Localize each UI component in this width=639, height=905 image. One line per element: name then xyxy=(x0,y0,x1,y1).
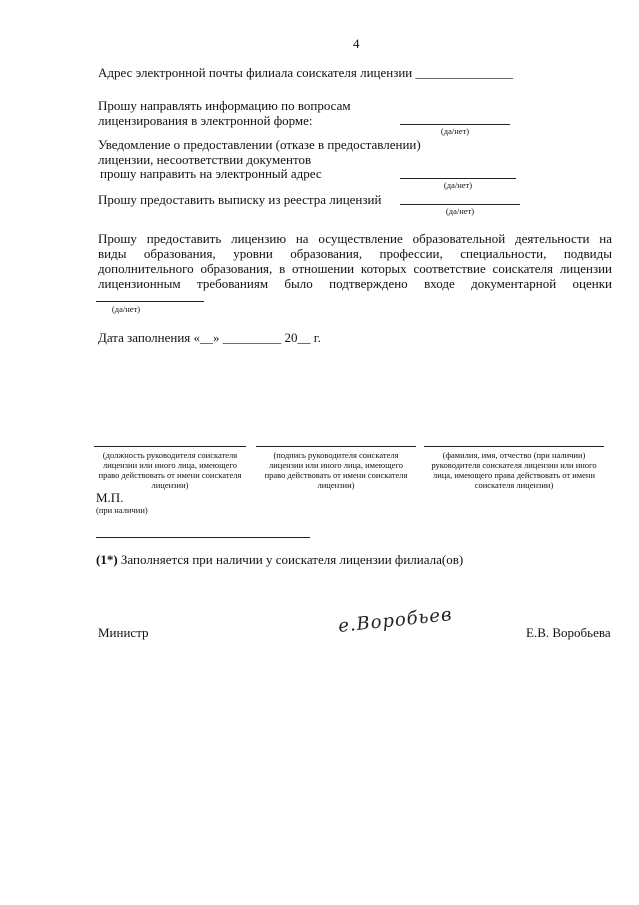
notification-hint: (да/нет) xyxy=(443,180,473,190)
registry-extract-answer-line xyxy=(400,204,520,205)
fill-date: Дата заполнения «__» _________ 20__ г. xyxy=(98,330,321,345)
request-info-line1: Прошу направлять информацию по вопросам xyxy=(98,98,351,113)
position-caption: (должность руководителя соискателя лицензии или иного лица, имеющего право действовать от имени соискателя лицензии) xyxy=(98,450,242,490)
paragraph-line4: лицензионным требованиям было подтверждено входе документарной оценки xyxy=(98,276,612,291)
name-caption: (фамилия, имя, отчество (при наличии) руководителя соискателя лицензии или иного лица, имеющего права действовать от имени соискателя лицензии) xyxy=(431,450,597,490)
notification-line3: прошу направить на электронный адрес xyxy=(100,166,322,181)
notification-line1: Уведомление о предоставлении (отказе в предоставлении) xyxy=(98,137,421,152)
signature-caption: (подпись руководителя соискателя лицензии или иного лица, имеющего право действовать от имени соискателя лицензии) xyxy=(264,450,408,490)
paragraph-line1: Прошу предоставить лицензию на осуществление образовательной деятельности на xyxy=(98,231,612,246)
request-info-answer-line xyxy=(400,124,510,125)
request-info-hint: (да/нет) xyxy=(440,126,470,136)
notification-answer-line xyxy=(400,178,516,179)
footnote xyxy=(96,552,463,567)
paragraph-hint: (да/нет) xyxy=(111,304,141,314)
minister-name: Е.В. Воробьева xyxy=(526,625,611,640)
signature-line xyxy=(256,446,416,447)
stamp-label: М.П. xyxy=(96,490,124,505)
stamp-hint: (при наличии) xyxy=(96,505,148,515)
footnote-separator xyxy=(96,537,310,538)
paragraph-line2: виды образования, уровни образования, профессии, специальности, подвиды xyxy=(98,246,612,261)
footnote-mark: (1*) xyxy=(96,552,118,567)
notification-line2: лицензии, несоответствии документов xyxy=(98,152,312,167)
registry-extract-hint: (да/нет) xyxy=(445,206,475,216)
page-number: 4 xyxy=(353,36,360,51)
branch-email-text: Адрес электронной почты филиала соискателя лицензии xyxy=(98,65,413,80)
footnote-text: Заполняется при наличии у соискателя лицензии филиала(ов) xyxy=(117,552,464,567)
branch-email-label xyxy=(98,65,513,80)
request-info-line2: лицензирования в электронной форме: xyxy=(98,113,313,128)
handwritten-signature: е.Воробьев xyxy=(337,604,454,637)
position-line xyxy=(94,446,246,447)
registry-extract-label: Прошу предоставить выписку из реестра лицензий xyxy=(98,192,382,207)
minister-title: Министр xyxy=(98,625,149,640)
name-line xyxy=(424,446,604,447)
paragraph-line3: дополнительного образования, в отношении которых соответствие соискателя лицензии xyxy=(98,261,612,276)
paragraph-answer-line xyxy=(96,301,204,302)
branch-email-blank: _______________ xyxy=(415,65,514,80)
